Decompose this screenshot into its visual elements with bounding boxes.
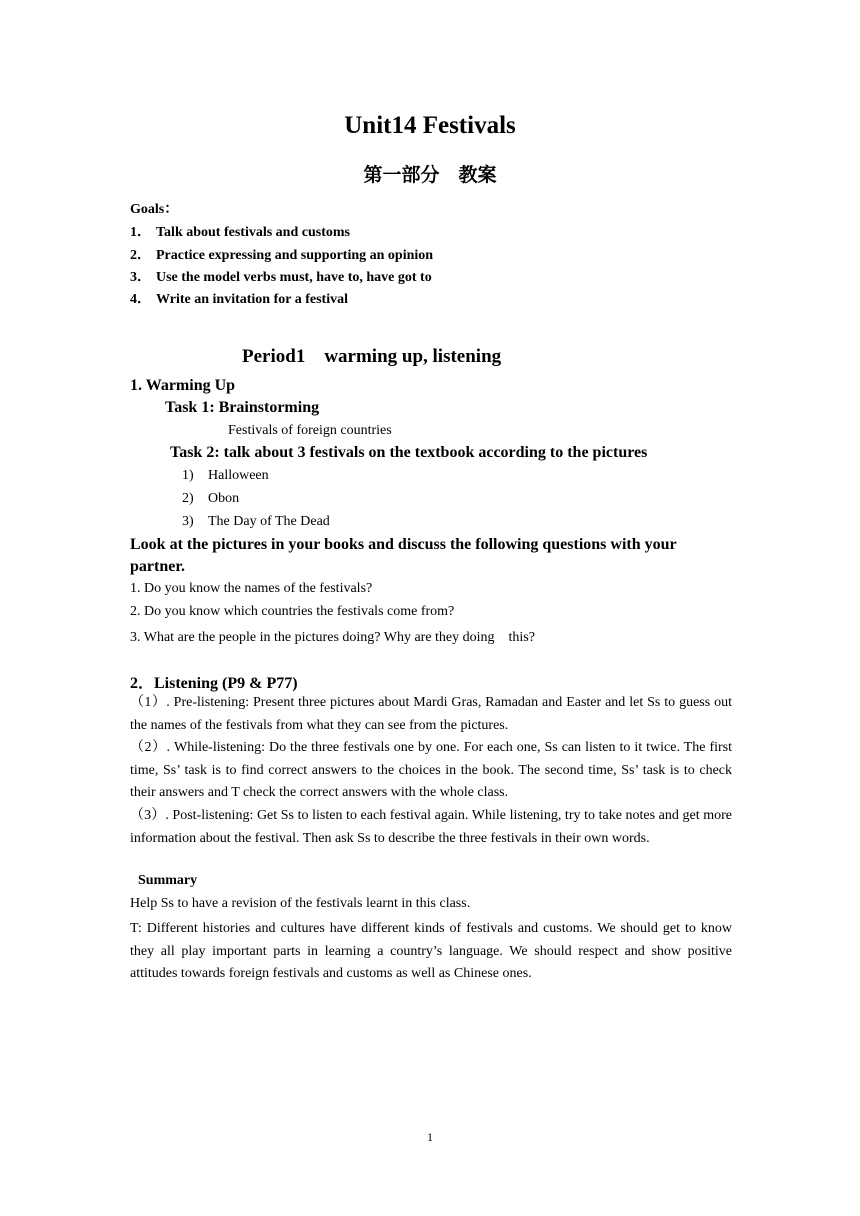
question-item: 2. Do you know which countries the festivals come from? [130,604,455,619]
while-listening-paragraph: （2）. While-listening: Do the three festivals one by one. For each one, Ss can listen to it twice. The first time, Ss’ task is to find correct answers to the choices in the book. The second time, Ss’ task is to check their answers and T check the correct answers with the whole class. [130,740,732,800]
page-subtitle: 第一部分 教案 [363,164,497,186]
goal-number: 4． [130,292,151,307]
task1-subtext: Festivals of foreign countries [228,423,392,438]
goals-label: Goals： [130,202,179,217]
summary-line: Help Ss to have a revision of the festivals learnt in this class. [130,896,471,911]
pre-listening-paragraph: （1）. Pre-listening: Present three pictures about Mardi Gras, Ramadan and Easter and let Ss to guess out the names of the festivals from what they can see from the pictures. [130,695,732,733]
festival-item [182,491,239,507]
festival-name: The Day of The Dead [208,514,330,529]
goal-item [130,221,350,241]
festival-item [182,468,269,484]
goal-item [130,288,348,308]
festival-number: 3) [182,514,194,529]
festival-name: Halloween [208,468,269,483]
goal-number: 2． [130,248,151,263]
goal-text: Write an invitation for a festival [156,292,348,307]
goal-item [130,266,432,286]
goal-text: Use the model verbs must, have to, have got to [156,270,432,285]
page-title: Unit14 Festivals [344,112,516,139]
goal-number: 3． [130,270,151,285]
period-heading: Period1 warming up, listening [242,346,502,367]
summary-heading: Summary [138,873,198,888]
page-number: 1 [427,1130,433,1144]
discussion-prompt: Look at the pictures in your books and discuss the following questions with your partner. [130,536,677,575]
goal-number: 1． [130,225,151,240]
question-item: 1. Do you know the names of the festivals? [130,581,373,596]
task2-heading: Task 2: talk about 3 festivals on the textbook according to the pictures [170,444,648,461]
goal-text: Practice expressing and supporting an opinion [156,248,434,263]
festival-number: 1) [182,468,194,483]
teacher-paragraph: T: Different histories and cultures have different kinds of festivals and customs. We should get to know they all play important parts in learning a country’s language. We should respect and show positive attitudes towards foreign festivals and customs as well as Chinese ones. [130,921,732,981]
post-listening-paragraph: （3）. Post-listening: Get Ss to listen to each festival again. While listening, try to take notes and get more information about the festival. Then ask Ss to describe the three festivals in their own words. [130,808,732,846]
festival-number: 2) [182,491,194,506]
task1-heading: Task 1: Brainstorming [165,399,320,416]
listening-heading: 2．Listening (P9 & P77) [130,675,298,692]
festival-item [182,514,330,530]
festival-name: Obon [208,491,240,506]
goal-text: Talk about festivals and customs [156,225,350,240]
warming-up-heading: 1. Warming Up [130,377,236,394]
goal-item [130,244,433,264]
question-item: 3. What are the people in the pictures doing? Why are they doing this? [130,630,535,645]
